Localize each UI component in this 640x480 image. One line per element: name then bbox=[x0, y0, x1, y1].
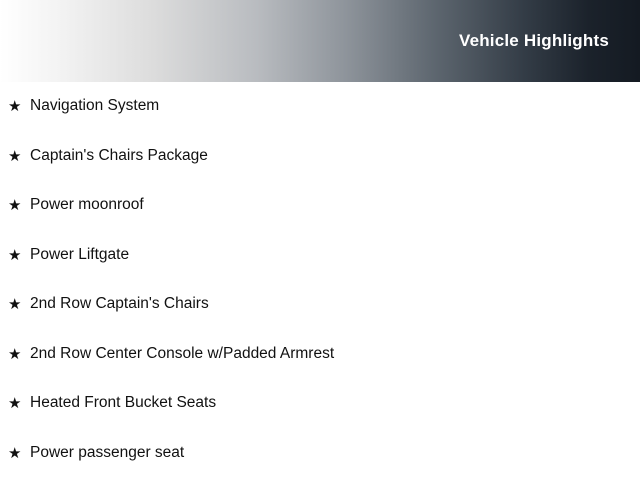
star-icon: ★ bbox=[8, 197, 22, 215]
star-icon: ★ bbox=[8, 246, 22, 264]
highlight-label: Power passenger seat bbox=[30, 443, 185, 461]
list-item bbox=[0, 280, 640, 330]
star-icon: ★ bbox=[8, 147, 22, 165]
list-item bbox=[0, 379, 640, 429]
page-header bbox=[0, 0, 640, 82]
list-item bbox=[0, 330, 640, 380]
star-icon: ★ bbox=[8, 296, 22, 314]
highlight-label: 2nd Row Center Console w/Padded Armrest bbox=[30, 344, 335, 362]
list-item bbox=[0, 181, 640, 231]
star-icon: ★ bbox=[8, 345, 22, 363]
highlight-label: Captain's Chairs Package bbox=[30, 146, 208, 164]
star-icon: ★ bbox=[8, 395, 22, 413]
highlight-label: Power Liftgate bbox=[30, 245, 130, 263]
highlight-label: 2nd Row Captain's Chairs bbox=[30, 295, 209, 313]
page-title: Vehicle Highlights bbox=[458, 31, 609, 50]
vehicle-highlights-list bbox=[0, 82, 640, 478]
list-item bbox=[0, 132, 640, 182]
highlight-label: Power moonroof bbox=[30, 196, 144, 214]
star-icon: ★ bbox=[8, 444, 22, 462]
highlight-label: Heated Front Bucket Seats bbox=[30, 394, 217, 412]
list-item bbox=[0, 82, 640, 132]
highlight-label: Navigation System bbox=[30, 97, 160, 115]
star-icon: ★ bbox=[8, 98, 22, 116]
list-item bbox=[0, 429, 640, 479]
list-item bbox=[0, 231, 640, 281]
